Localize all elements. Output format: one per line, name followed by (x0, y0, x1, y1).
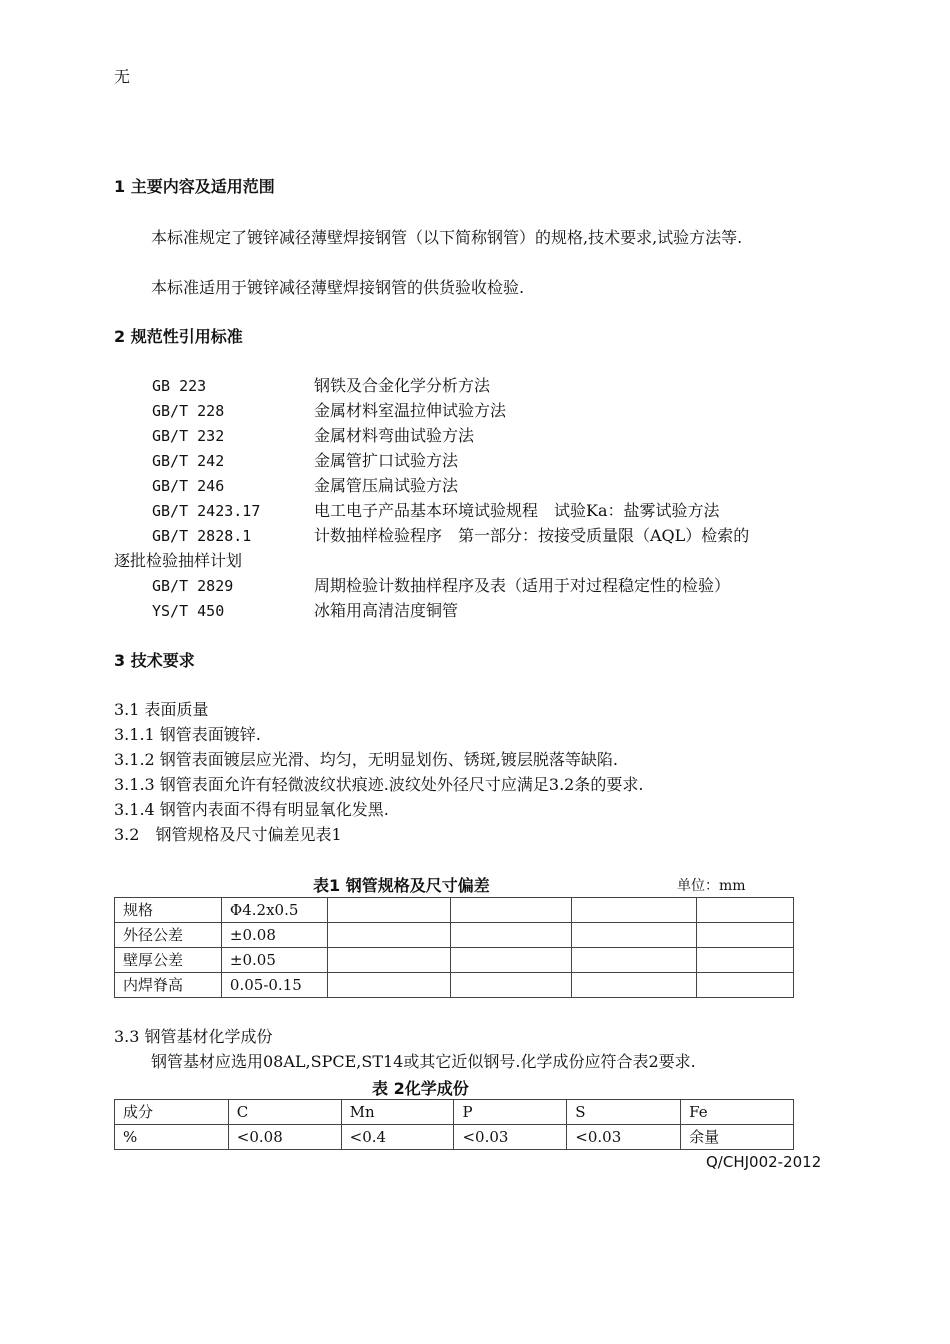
reference-continuation: 逐批检验抽样计划 (114, 551, 243, 570)
table-1-unit: 单位：mm (677, 878, 746, 894)
reference-code: GB/T 232 (152, 427, 225, 445)
table-1 (114, 897, 794, 998)
table-cell (697, 973, 794, 998)
reference-item (152, 450, 458, 472)
table-cell: 内焊脊高 (115, 973, 222, 998)
document-number: Q/CHJ002-2012 (706, 1153, 822, 1171)
reference-item (152, 475, 458, 497)
table-cell (327, 923, 450, 948)
reference-code: GB/T 2828.1 (152, 527, 252, 545)
reference-title: 金属材料弯曲试验方法 (314, 426, 475, 445)
table-cell: 余量 (681, 1125, 794, 1150)
table-cell (572, 948, 697, 973)
table-row (115, 923, 794, 948)
reference-title: 金属管扩口试验方法 (314, 451, 459, 470)
table-header-cell: Fe (681, 1100, 794, 1125)
table-cell (572, 923, 697, 948)
reference-code: GB/T 228 (152, 402, 225, 420)
table-cell: ±0.05 (221, 948, 327, 973)
reference-title: 电工电子产品基本环境试验规程 试验Ka：盐雾试验方法 (314, 501, 720, 520)
section-3-line: 3.1.1 钢管表面镀锌. (114, 725, 261, 744)
section-1-heading: 1 主要内容及适用范围 (114, 177, 275, 196)
reference-title: 钢铁及合金化学分析方法 (314, 376, 491, 395)
table-cell (450, 948, 572, 973)
table-cell: Φ4.2x0.5 (221, 898, 327, 923)
reference-title: 周期检验计数抽样程序及表（适用于对过程稳定性的检验） (314, 576, 731, 595)
table-header-cell: 成分 (115, 1100, 229, 1125)
reference-code: GB/T 242 (152, 452, 225, 470)
section-3-line: 3.1.3 钢管表面允许有轻微波纹状痕迹.波纹处外径尺寸应满足3.2条的要求. (114, 775, 644, 794)
section-3-line: 3.1.2 钢管表面镀层应光滑、均匀，无明显划伤、锈斑,镀层脱落等缺陷. (114, 750, 618, 769)
section-3-line: 3.2 钢管规格及尺寸偏差见表1 (114, 825, 342, 844)
reference-code: GB/T 2423.17 (152, 502, 261, 520)
top-note: 无 (114, 67, 131, 86)
table-row (115, 898, 794, 923)
table-header-cell: C (228, 1100, 341, 1125)
reference-title: 冰箱用高清洁度铜管 (314, 601, 459, 620)
section-3-3-heading: 3.3 钢管基材化学成份 (114, 1027, 273, 1046)
table-cell (572, 898, 697, 923)
reference-code: GB/T 2829 (152, 577, 234, 595)
section-1-paragraph-1: 本标准规定了镀锌减径薄壁焊接钢管（以下简称钢管）的规格,技术要求,试验方法等. (151, 228, 743, 247)
table-cell: 壁厚公差 (115, 948, 222, 973)
reference-code: GB 223 (152, 377, 207, 395)
section-1-paragraph-2: 本标准适用于镀锌减径薄壁焊接钢管的供货验收检验. (151, 278, 525, 297)
table-cell: 规格 (115, 898, 222, 923)
reference-item (152, 500, 720, 522)
table-cell: <0.4 (341, 1125, 454, 1150)
table-cell (572, 973, 697, 998)
reference-code: GB/T 246 (152, 477, 225, 495)
table-1-caption: 表1 钢管规格及尺寸偏差 (313, 876, 490, 895)
table-cell (450, 923, 572, 948)
table-cell: <0.08 (228, 1125, 341, 1150)
section-3-line: 3.1 表面质量 (114, 700, 209, 719)
table-header-cell: P (454, 1100, 567, 1125)
table-cell (697, 948, 794, 973)
table-cell (327, 898, 450, 923)
table-row (115, 948, 794, 973)
table-cell: <0.03 (567, 1125, 681, 1150)
reference-item (152, 575, 730, 597)
table-header-cell: S (567, 1100, 681, 1125)
table-cell (450, 973, 572, 998)
section-2-heading: 2 规范性引用标准 (114, 327, 243, 346)
section-3-line: 3.1.4 钢管内表面不得有明显氧化发黑. (114, 800, 389, 819)
reference-code: YS/T 450 (152, 602, 225, 620)
table-header-row (115, 1100, 794, 1125)
table-cell (327, 948, 450, 973)
table-cell (327, 973, 450, 998)
table-2-caption: 表 2化学成份 (372, 1079, 469, 1098)
section-3-heading: 3 技术要求 (114, 651, 195, 670)
table-cell: % (115, 1125, 229, 1150)
table-row (115, 973, 794, 998)
table-cell: <0.03 (454, 1125, 567, 1150)
reference-item (152, 400, 506, 422)
table-cell: 外径公差 (115, 923, 222, 948)
table-row (115, 1125, 794, 1150)
reference-item (152, 375, 490, 397)
table-cell (697, 898, 794, 923)
section-3-3-paragraph: 钢管基材应选用08AL,SPCE,ST14或其它近似钢号.化学成份应符合表2要求. (151, 1052, 696, 1071)
reference-title: 金属管压扁试验方法 (314, 476, 459, 495)
table-2 (114, 1099, 794, 1150)
reference-item (152, 425, 474, 447)
table-cell: ±0.08 (221, 923, 327, 948)
reference-title: 计数抽样检验程序 第一部分：按接受质量限（AQL）检索的 (314, 526, 750, 545)
table-header-cell: Mn (341, 1100, 454, 1125)
table-cell (450, 898, 572, 923)
reference-title: 金属材料室温拉伸试验方法 (314, 401, 507, 420)
table-cell: 0.05-0.15 (221, 973, 327, 998)
reference-item (152, 600, 458, 622)
table-cell (697, 923, 794, 948)
reference-item (152, 525, 749, 547)
